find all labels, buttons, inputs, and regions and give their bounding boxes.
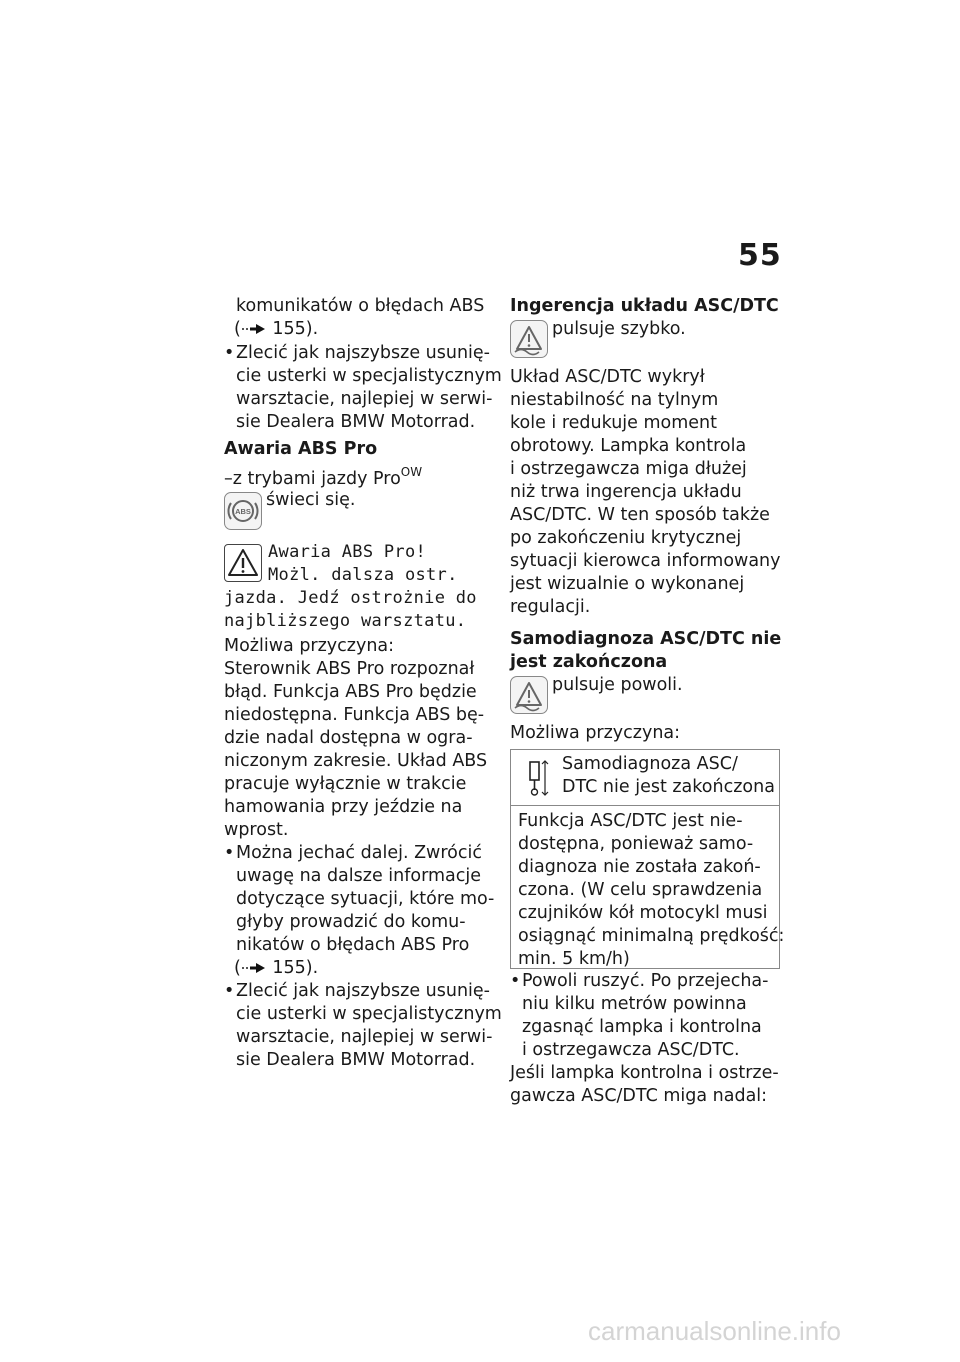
table-header: DTC nie jest zakończona (562, 777, 775, 797)
table-cell-line: osiągnąć minimalną prędkość: (518, 926, 785, 946)
section-heading: Ingerencja układu ASC/DTC (510, 296, 779, 316)
paragraph-line: regulacji. (510, 597, 591, 617)
display-message: Możl. dalsza ostr. (268, 565, 458, 585)
bullet-line: nikatów o błędach ABS Pro (236, 935, 470, 955)
cause-text: hamowania przy jeździe na (224, 797, 463, 817)
table-cell-line: dostępna, ponieważ samo- (518, 834, 754, 854)
bullet-item: • Powoli ruszyć. Po przejecha- (522, 970, 768, 993)
section-heading: jest zakończona (510, 652, 668, 672)
bullet-line: głyby prowadzić do komu- (236, 912, 466, 932)
paragraph-line: sytuacji kierowca informowany (510, 551, 781, 571)
cause-label: Możliwa przyczyna: (510, 723, 681, 743)
paragraph-line: niestabilność na tylnym (510, 390, 719, 410)
paragraph-line: jest wizualnie o wykonanej (510, 574, 745, 594)
paragraph-line: niż trwa ingerencja układu (510, 482, 742, 502)
lamp-status: świeci się. (266, 490, 356, 510)
paragraph-line: obrotowy. Lampka kontrola (510, 436, 747, 456)
paragraph-line: i ostrzegawcza miga dłużej (510, 459, 747, 479)
cause-text: niedostępna. Funkcja ABS bę- (224, 705, 485, 725)
table-cell-line: Funkcja ASC/DTC jest nie- (518, 811, 743, 831)
section-heading: Awaria ABS Pro (224, 439, 378, 459)
asc-dtc-lamp-icon (510, 320, 548, 358)
cause-text: pracuje wyłącznie w trakcie (224, 774, 467, 794)
display-message: najbliższego warsztatu. (224, 611, 467, 631)
cause-label: Możliwa przyczyna: (224, 636, 395, 656)
bullet-item: • Można jechać dalej. Zwrócić (236, 842, 482, 865)
paragraph-line: kole i redukuje moment (510, 413, 718, 433)
paragraph-line: Układ ASC/DTC wykrył (510, 367, 705, 387)
intro-line: komunikatów o błędach ABS (236, 296, 485, 316)
warning-triangle-icon (224, 544, 262, 582)
display-message: jazda. Jedź ostrożnie do (224, 588, 477, 608)
bullet-line: sie Dealera BMW Motorrad. (236, 412, 476, 432)
bullet-item: • Zlecić jak najszybsze usunię- (236, 980, 490, 1003)
reference-arrow-icon (241, 323, 267, 335)
paren-open: ( (234, 958, 241, 978)
page-reference[interactable] (234, 957, 318, 980)
watermark: carmanualsonline.info (588, 1316, 841, 1346)
cause-text: wprost. (224, 820, 289, 840)
subheading-text: –z trybami jazdy Pro (224, 469, 401, 489)
bullet-line: cie usterki w specjalistycznym (236, 1004, 502, 1024)
page-reference[interactable] (234, 318, 318, 341)
paragraph-line: po zakończeniu krytycznej (510, 528, 742, 548)
option-sup: OW (400, 465, 423, 479)
bullet-item: • Zlecić jak najszybsze usunię- (236, 342, 490, 365)
table-cell-line: czona. (W celu sprawdzenia (518, 880, 763, 900)
table-header: Samodiagnoza ASC/ (562, 754, 738, 774)
bullet-line: i ostrzegawcza ASC/DTC. (522, 1040, 740, 1060)
paragraph-line: gawcza ASC/DTC miga nadal: (510, 1086, 768, 1106)
abs-warning-lamp-icon (224, 492, 262, 530)
bullet-line: warsztacie, najlepiej w serwi- (236, 1027, 493, 1047)
cause-text: błąd. Funkcja ABS Pro będzie (224, 682, 477, 702)
bullet-line: zgasnąć lampka i kontrolna (522, 1017, 762, 1037)
svg-text:ABS: ABS (235, 507, 251, 516)
bullet-line: niu kilku metrów powinna (522, 994, 747, 1014)
cause-text: dzie nadal dostępna w ogra- (224, 728, 473, 748)
page-number: 55 (738, 238, 782, 273)
section-heading: Samodiagnoza ASC/DTC nie (510, 629, 782, 649)
table-cell-line: min. 5 km/h) (518, 949, 630, 969)
bullet-line: warsztacie, najlepiej w serwi- (236, 389, 493, 409)
section-subheading (224, 461, 422, 491)
bullet-line: cie usterki w specjalistycznym (236, 366, 502, 386)
cause-text: niczonym zakresie. Układ ABS (224, 751, 488, 771)
bullet-line: dotyczące sytuacji, które mo- (236, 889, 495, 909)
bullet-line: sie Dealera BMW Motorrad. (236, 1050, 476, 1070)
table-cell-line: diagnoza nie została zakoń- (518, 857, 761, 877)
asc-dtc-lamp-icon (510, 676, 548, 714)
lamp-status: pulsuje szybko. (552, 319, 686, 339)
gauge-sensor-icon (525, 758, 549, 798)
lamp-status: pulsuje powoli. (552, 675, 683, 695)
bullet-line: uwagę na dalsze informacje (236, 866, 481, 886)
reference-arrow-icon (241, 962, 267, 974)
page-reference-label: 155). (272, 319, 319, 339)
status-table (510, 749, 785, 969)
page-reference-label: 155). (272, 958, 319, 978)
paragraph-line: Jeśli lampka kontrolna i ostrze- (510, 1063, 779, 1083)
cause-text: Sterownik ABS Pro rozpoznał (224, 659, 475, 679)
paragraph-line: ASC/DTC. W ten sposób także (510, 505, 770, 525)
table-divider (511, 805, 779, 806)
paren-open: ( (234, 319, 241, 339)
table-cell-line: czujników kół motocykl musi (518, 903, 768, 923)
display-message: Awaria ABS Pro! (268, 542, 427, 562)
